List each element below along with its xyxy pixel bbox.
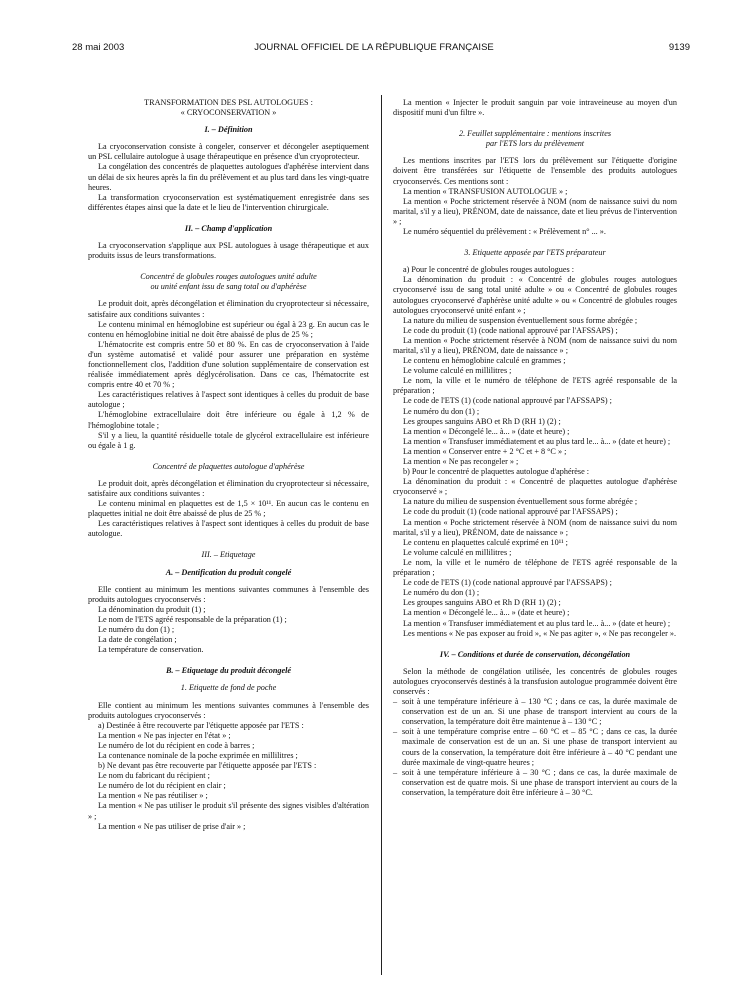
list-line: La nature du milieu de suspension éventuellement sous forme abrégée ; — [403, 497, 638, 507]
list-line: La mention « Décongelé le... à... » (date et heure) ; — [403, 608, 570, 618]
list-line: Les groupes sanguins ABO et Rh D (RH 1) (2) ; — [403, 598, 561, 608]
list-line: La mention « Poche strictement réservée à NOM (nom de naissance suivi du nom marital, s'il y a lieu), PRÉNOM, date de naissance » ; — [393, 335, 677, 355]
list-line: Le numéro du don (1) ; — [403, 588, 480, 598]
list-line: Le numéro du don (1) ; — [403, 406, 480, 416]
issue-date: 28 mai 2003 — [72, 42, 125, 53]
list-line: a) Destinée à être recouverte par l'étiquette apposée par l'ETS : — [98, 720, 304, 730]
list-line: Le code de l'ETS (1) (code national approuvé par l'AFSSAPS) ; — [403, 396, 612, 406]
list-line: Le numéro de lot du récipient en code à barres ; — [98, 740, 255, 750]
paragraph: La transformation cryoconservation est systématiquement enregistrée dans ses différentes étapes ainsi que la date et le lieu de l'intervention chirurgicale. — [88, 192, 369, 212]
paragraph: Le contenu minimal en hémoglobine est supérieur ou égal à 23 g. En aucun cas le contenu en hémoglobine initial ne doit être abaissé de plus de 25 % ; — [88, 319, 369, 339]
list-item: – soit à une température inférieure à – 130 °C ; dans ce cas, la durée maximale de conservation est de un an. Si une phase de transport intervient au cours de la conservation, la température doit être maintenue à – 130 °C ; — [393, 697, 677, 727]
list-line: La mention « Ne pas injecter en l'état » ; — [98, 730, 231, 740]
column-divider — [381, 95, 382, 975]
subsection-heading: par l'ETS lors du prélèvement — [485, 139, 585, 149]
subsection-heading: 1. Etiquette de fond de poche — [180, 683, 277, 693]
list-line: La mention « Transfuser immédiatement et au plus tard le... à... » (date et heure) ; — [403, 618, 671, 628]
list-line: La date de congélation ; — [98, 635, 177, 645]
left-column — [88, 98, 369, 832]
list-line: Le code du produit (1) (code national approuvé par l'AFSSAPS) ; — [403, 325, 618, 335]
paragraph: Elle contient au minimum les mentions suivantes communes à l'ensemble des produits autologues cryoconservés : — [88, 584, 369, 604]
journal-title: JOURNAL OFFICIEL DE LA RÉPUBLIQUE FRANÇAISE — [254, 42, 494, 53]
list-line: Les groupes sanguins ABO et Rh D (RH 1) (2) ; — [403, 416, 561, 426]
list-line: Le nom de l'ETS agréé responsable de la préparation (1) ; — [98, 614, 287, 624]
list-line: La mention « Ne pas réutiliser » ; — [98, 791, 208, 801]
section-conservation-heading: IV. – Conditions et durée de conservation, décongélation — [439, 649, 631, 659]
list-line: La mention « Transfuser immédiatement et au plus tard le... à... » (date et heure) ; — [403, 436, 671, 446]
doc-title: TRANSFORMATION DES PSL AUTOLOGUES : — [144, 98, 313, 107]
section-scope-heading: II. – Champ d'application — [184, 223, 273, 233]
list-line: La dénomination du produit (1) ; — [98, 604, 206, 614]
list-line: a) Pour le concentré de globules rouges autologues : — [403, 265, 574, 275]
list-line: Le code du produit (1) (code national approuvé par l'AFSSAPS) ; — [403, 507, 618, 517]
list-line: La mention « Ne pas utiliser le produit s'il présente des signes visibles d'altération » ; — [88, 801, 369, 821]
list-line: Le nom, la ville et le numéro de téléphone de l'ETS agréé responsable de la préparation ; — [393, 557, 677, 578]
paragraph: Selon la méthode de congélation utilisée, les concentrés de globules rouges autologues cryoconservés destinés à la transfusion autologue programmée doivent être conservés : — [393, 666, 677, 696]
list-line: Le volume calculé en millilitres ; — [403, 547, 512, 557]
list-line: La mention « Conserver entre + 2 °C et + 8 °C » ; — [403, 446, 567, 456]
list-line: b) Pour le concentré de plaquettes autologue d'aphérèse : — [403, 467, 590, 477]
subsection-heading: Concentré de plaquettes autologue d'aphérèse — [152, 461, 305, 471]
page-header — [0, 42, 748, 56]
subsection-heading: 3. Etiquette apposée par l'ETS préparateur — [464, 248, 606, 258]
list-line: Le numéro du don (1) ; — [98, 625, 175, 635]
paragraph: La mention « Injecter le produit sanguin par voie intraveineuse au moyen d'un dispositif muni d'un filtre ». — [393, 98, 677, 118]
paragraph: La cryoconservation s'applique aux PSL autologues à usage thérapeutique et aux produits issus de leurs transformations. — [88, 241, 369, 261]
subsection-heading: ou unité enfant issu de sang total ou d'aphérèse — [150, 282, 307, 292]
list-line: La dénomination du produit : « Concentré de globules rouges autologues cryoconservé issu de sang total unité adulte » ou « Concentré de globules rouges autologues cryoconservé d'aphérèse unité adulte » ou « Concentré de globules rouges autologues cryoconservé unité enfant » ; — [393, 275, 677, 315]
subsection-heading: Concentré de globules rouges autologues unité adulte — [140, 272, 317, 282]
list-line: Le numéro séquentiel du prélèvement : « Prélèvement n° ... ». — [403, 227, 606, 237]
list-line: Le contenu en hémoglobine calculé en grammes ; — [403, 356, 566, 366]
list-line: Le contenu en plaquettes calculé exprimé en 10¹¹ ; — [403, 537, 568, 547]
list-line: La mention « Décongelé le... à... » (date et heure) ; — [403, 426, 570, 436]
conservation-list — [393, 697, 677, 798]
paragraph: Les caractéristiques relatives à l'aspect sont identiques à celles du produit de base autologue. — [88, 519, 369, 539]
list-line: La contenance nominale de la poche exprimée en millilitres ; — [98, 750, 298, 760]
paragraph: L'hématocrite est compris entre 50 et 80 %. En cas de cryoconservation à l'aide d'un système automatisé et validé pour assurer une préparation en système fonctionnellement clos, l'addition d'une solution supplémentaire de conservation est réalisée immédiatement après déglycérolisation. Dans ce cas, l'hématocrite est compris entre 40 et 70 % ; — [88, 339, 369, 390]
subsection-a-heading: A. – Dentification du produit congelé — [165, 567, 292, 577]
right-column — [393, 98, 677, 798]
paragraph: L'hémoglobine extracellulaire doit être inférieure ou égale à 1,2 % de l'hémoglobine totale ; — [88, 410, 369, 430]
list-line: La nature du milieu de suspension éventuellement sous forme abrégée ; — [403, 315, 638, 325]
paragraph: Le contenu minimal en plaquettes est de 1,5 × 10¹¹. En aucun cas le contenu en plaquettes initial ne doit être abaissé de plus de 25 % ; — [88, 499, 369, 519]
list-line: La dénomination du produit : « Concentré de plaquettes autologue d'aphérèse cryoconservé » ; — [393, 477, 677, 497]
subsection-heading: 2. Feuillet supplémentaire : mentions inscrites — [458, 129, 612, 139]
paragraph: Le produit doit, après décongélation et élimination du cryoprotecteur si nécessaire, satisfaire aux conditions suivantes : — [88, 478, 370, 498]
list-line: La mention « Ne pas utiliser de prise d'air » ; — [98, 821, 246, 831]
list-line: Le numéro de lot du récipient en clair ; — [98, 781, 226, 791]
list-line: La mention « Ne pas recongeler » ; — [403, 457, 519, 466]
list-line: La température de conservation. — [98, 645, 204, 655]
list-line: Le nom, la ville et le numéro de téléphone de l'ETS agréé responsable de la préparation ; — [393, 376, 677, 396]
list-line: La mention « Poche strictement réservée à NOM (nom de naissance suivi du nom marital, s'il y a lieu), PRÉNOM, date de naissance » ; — [393, 517, 677, 537]
list-line: Les mentions « Ne pas exposer au froid », « Ne pas agiter », « Ne pas recongeler ». — [403, 628, 677, 638]
list-item: – soit à une température comprise entre – 60 °C et – 85 °C ; dans ce cas, la durée maximale de conservation est de un an. Si une phase de transport intervient au cours de la conservation, la température doit être inférieure à – 40 °C pendant une durée maximale de vingt-quatre heures ; — [393, 727, 677, 767]
paragraph: S'il y a lieu, la quantité résiduelle totale de glycérol extracellulaire est inférieure ou égale à 1 g. — [88, 430, 369, 450]
paragraph: La congélation des concentrés de plaquettes autologues d'aphérèse intervient dans un délai de six heures après la fin du prélèvement et au plus tard dans les vingt-quatre heures. — [88, 162, 369, 192]
paragraph: Elle contient au minimum les mentions suivantes communes à l'ensemble des produits autologues cryoconservés : — [88, 700, 369, 720]
paragraph: Les caractéristiques relatives à l'aspect sont identiques à celles du produit de base autologue ; — [88, 390, 369, 410]
list-line: Le volume calculé en millilitres ; — [403, 366, 512, 376]
list-line: Le nom du fabricant du récipient ; — [98, 771, 210, 781]
section-labelling-heading: III. – Etiquetage — [201, 550, 256, 560]
doc-subtitle: « CRYOCONSERVATION » — [180, 108, 277, 118]
list-line: La mention « Poche strictement réservée à NOM (nom de naissance suivi du nom marital, s'il y a lieu), PRÉNOM, date de naissance, date et lieu prévus de l'intervention » ; — [393, 196, 677, 226]
list-line: La mention « TRANSFUSION AUTOLOGUE » ; — [403, 186, 568, 196]
list-line: b) Ne devant pas être recouverte par l'étiquette apposée par l'ETS : — [98, 761, 317, 771]
paragraph: Le produit doit, après décongélation et élimination du cryoprotecteur si nécessaire, satisfaire aux conditions suivantes : — [88, 299, 370, 319]
page-number: 9139 — [668, 42, 690, 53]
paragraph: La cryoconservation consiste à congeler, conserver et décongeler aseptiquement un PSL cellulaire autologue à usage thérapeutique en présence d'un cryoprotecteur. — [88, 142, 369, 162]
list-item: – soit à une température inférieure à – 30 °C ; dans ce cas, la durée maximale de conservation est de quatre mois. Si une phase de transport intervient au cours de la conservation, la température doit être inférieure à – 30 °C. — [393, 768, 677, 798]
paragraph: Les mentions inscrites par l'ETS lors du prélèvement sur l'étiquette d'origine doivent être transférées sur l'étiquette de l'ensemble des produits autologues cryoconservés. Ces mentions sont : — [393, 156, 677, 186]
section-definition-heading: I. – Définition — [204, 125, 253, 135]
list-line: Le code de l'ETS (1) (code national approuvé par l'AFSSAPS) ; — [403, 578, 612, 588]
subsection-b-heading: B. – Etiquetage du produit décongelé — [165, 666, 292, 676]
